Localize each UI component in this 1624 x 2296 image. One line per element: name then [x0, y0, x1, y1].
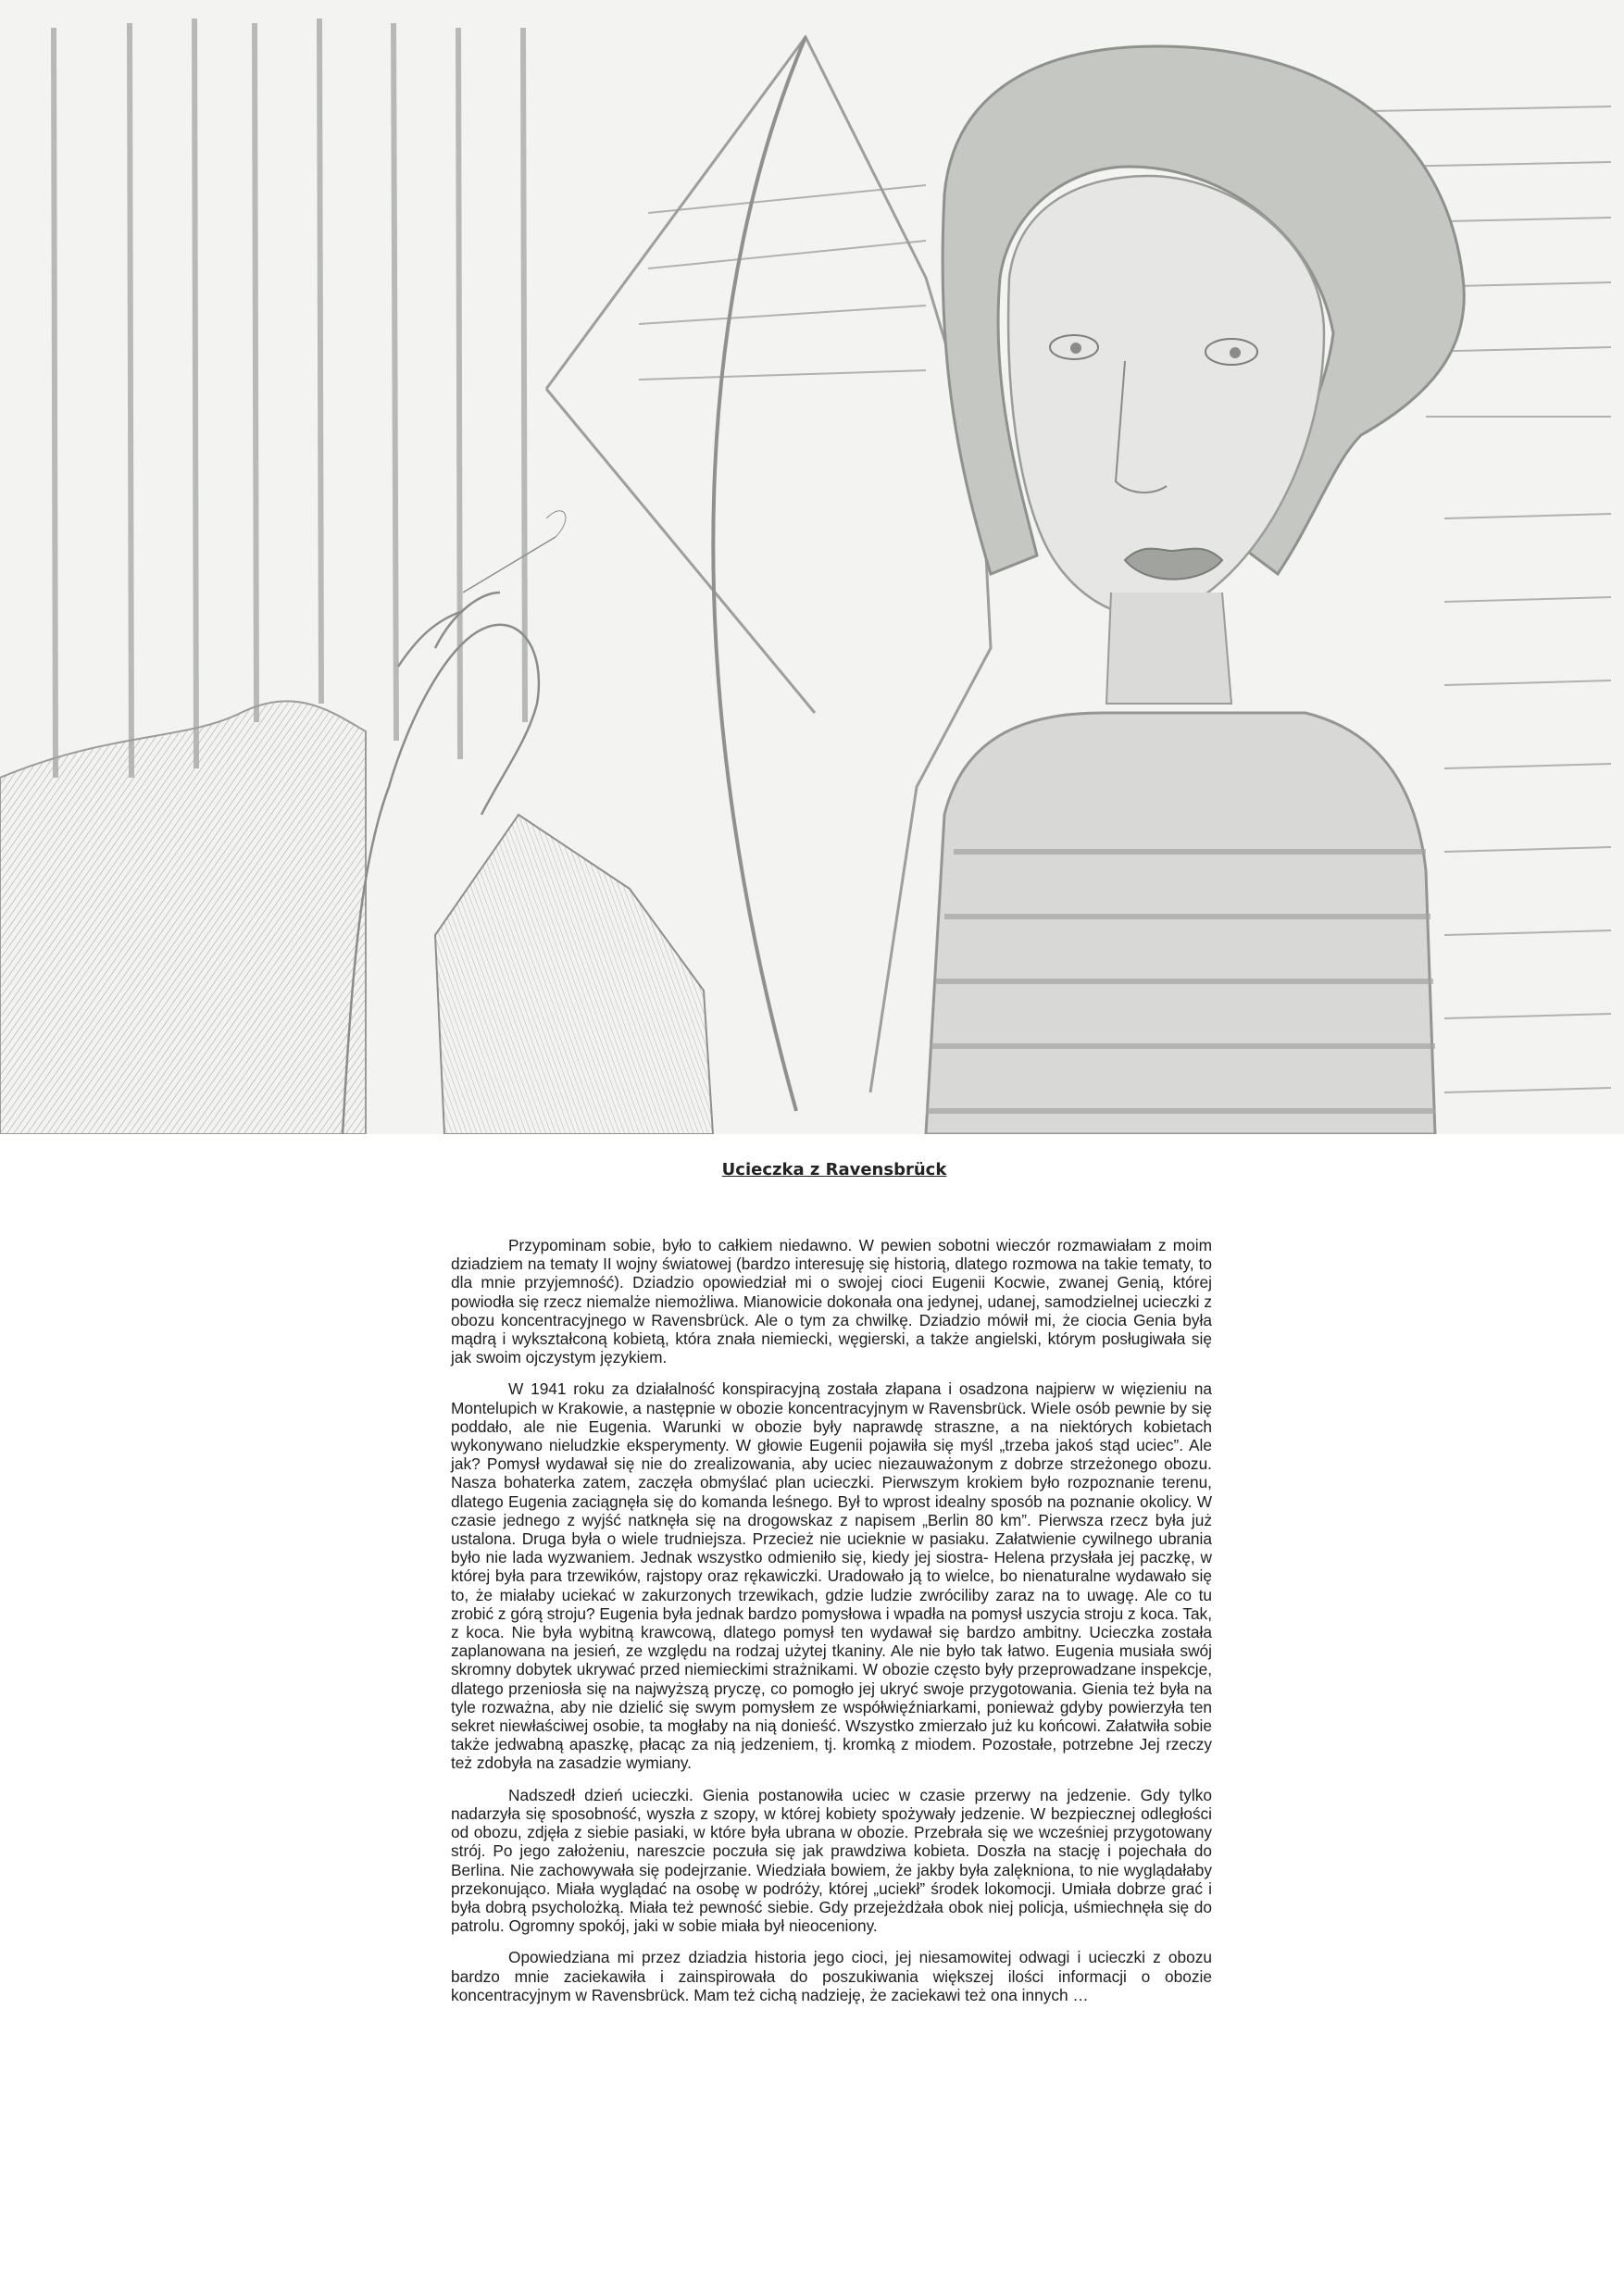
- document-title: Ucieczka z Ravensbrück: [721, 1160, 947, 1179]
- paragraph-intro: Przypominam sobie, było to całkiem niedawno. W pewien sobotni wieczór rozmawiałam z moim dziadziem na tematy II wojny światowej (bardzo interesuję się historią, dlatego rozmowa na takie tematy, to dla mnie przyjemność). Dziadzio opowiedział mi o swojej cioci Eugenii Kocwie, zwanej Genią, której powiodła się rzecz niemalże niemożliwa. Mianowicie dokonała ona jedynej, udanej, samodzielnej ucieczki z obozu koncentracyjnego w Ravensbrück. Ale o tym za chwilkę. Dziadzio mówił mi, że ciocia Genia była mądrą i wykształconą kobietą, która znała niemiecki, węgierski, a także angielski, którym posługiwała się jak swoim ojczystym językiem.: [451, 1236, 1212, 1367]
- pencil-drawing-illustration: [0, 0, 1624, 1134]
- neck: [1106, 593, 1231, 704]
- blanket-mound: [0, 701, 366, 1134]
- striped-uniform: [926, 713, 1435, 1134]
- paragraph-ending: Opowiedziana mi przez dziadzia historia jego cioci, jej niesamowitej odwagi i ucieczki z obozu bardzo mnie zaciekawiła i zainspirowała do poszukiwania większej ilości informacji o obozie koncentracyjnym w Ravensbrück. Mam też cichą nadzieję, że zaciekawi też ona innych …: [451, 1948, 1212, 2004]
- story-body: [451, 1236, 1212, 2017]
- paragraph-plan: W 1941 roku za działalność konspiracyjną została złapana i osadzona najpierw w więzieniu na Montelupich w Krakowie, a następnie w obozie koncentracyjnym w Ravensbrück. Wiele osób pewnie by się poddało, ale nie Eugenia. Warunki w obozie były naprawdę straszne, a na niektórych kobietach wykonywano nieludzkie eksperymenty. W głowie Eugenii pojawiła się myśl „trzeba jakoś stąd uciec”. Ale jak? Pomysł wydawał się nie do zrealizowania, aby uciec niezauważonym z dobrze strzeżonego obozu. Nasza bohaterka zatem, zaczęła obmyślać plan ucieczki. Pierwszym krokiem było rozpoznanie terenu, dlatego Eugenia zaciągnęła się do komanda leśnego. Był to wprost idealny sposób na poznanie okolicy. W czasie jednego z wyjść natknęła się na drogowskaz z napisem „Berlin 80 km”. Pierwsza rzecz była już ustalona. Druga była o wiele trudniejsza. Przecież nie ucieknie w pasiaku. Załatwienie cywilnego ubrania było nie lada wyzwaniem. Jednak wszystko odmieniło się, kiedy jej siostra- Helena przysłała jej paczkę, w której była para trzewików, rajstopy oraz rękawiczki. Uradowało ją to wielce, bo nienaturalne wydawało się to, że miałaby uciekać w zakurzonych trzewikach, gdzie ludzie zwróciliby zaraz na to uwagę. Ale co tu zrobić z górą stroju? Eugenia była jednak bardzo pomysłowa i wpadła na pomysł uszycia stroju z koca. Tak, z koca. Nie była wybitną krawcową, dlatego pomysł ten wydawał się bardzo ambitny. Ucieczka została zaplanowana na jesień, ze względu na rodzaj użytej tkaniny. Ale nie było tak łatwo. Eugenia musiała swój skromny dobytek ukrywać przed niemieckimi strażnikami. W obozie często były przeprowadzane inspekcje, dlatego przeniosła się na najwyższą pryczę, co pomogło jej ukryć swoje przygotowania. Gienia też była na tyle rozważna, aby nie dzielić się swym pomysłem ze współwięźniarkami, ponieważ gdyby powierzyła ten sekret niewłaściwej osobie, ta mogłaby na nią donieść. Wszystko zmierzało już ku końcowi. Załatwiła sobie także jedwabną apaszkę, płacąc za nią jedzeniem, tj. kromką z miodem. Pozostałe, potrzebne Jej rzeczy też zdobyła na zasadzie wymiany.: [451, 1379, 1212, 1773]
- paragraph-escape: Nadszedł dzień ucieczki. Gienia postanowiła uciec w czasie przerwy na jedzenie. Gdy tylko nadarzyła się sposobność, wyszła z szopy, w której kobiety spożywały jedzenie. W bezpiecznej odległości od obozu, zdjęła z siebie pasiaki, w które była ubrana w obozie. Przebrała się we wcześniej przygotowany strój. Po jego założeniu, nareszcie poczuła się jak prawdziwa kobieta. Doszła na stację i pojechała do Berlina. Nie zachowywała się podejrzanie. Wiedziała bowiem, że jakby była zalękniona, to nie wyglądałaby przekonująco. Miała wyglądać na osobę w podróży, której „uciekł” środek lokomocji. Umiała dobrze grać i była dobrą psycholożką. Miała też pewność siebie. Gdy przejeżdżała obok niej policja, uśmiechnęła się do patrolu. Ogromny spokój, jaki w sobie miała był nieoceniony.: [451, 1785, 1212, 1936]
